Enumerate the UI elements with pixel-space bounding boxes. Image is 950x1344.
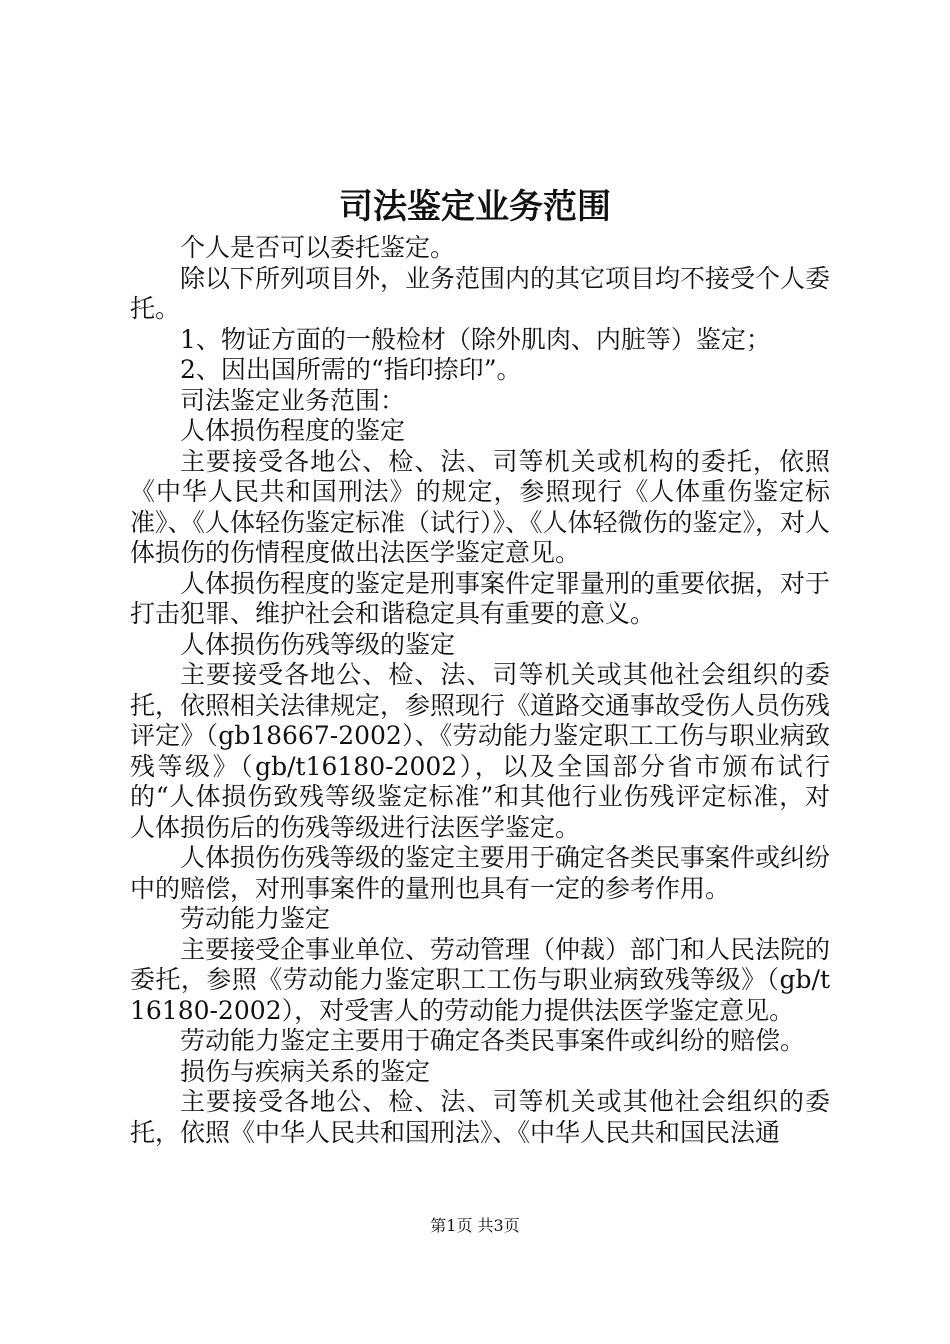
paragraph: 劳动能力鉴定主要用于确定各类民事案件或纠纷的赔偿。 xyxy=(180,1026,806,1055)
section-heading: 损伤与疾病关系的鉴定 xyxy=(180,1056,431,1086)
list-item: 1、物证方面的一般检材（除外肌肉、内脏等）鉴定； xyxy=(180,324,771,354)
paragraph: 主要接受各地公、检、法、司等机关或其他社会组织的委托，依照《中华人民共和国刑法》、《中华人民共和国民法通 xyxy=(130,1087,830,1147)
section-heading: 司法鉴定业务范围： xyxy=(180,385,406,415)
list-item: 2、因出国所需的“指印捺印”。 xyxy=(180,355,522,384)
paragraph: 人体损伤程度的鉴定是刑事案件定罪量刑的重要依据，对于打击犯罪、维护社会和谐稳定具有重要的意义。 xyxy=(130,568,831,628)
paragraph: 主要接受各地公、检、法、司等机关或其他社会组织的委托，依照相关法律规定，参照现行《道路交通事故受伤人员伤残评定》（gb18667-2002）、《劳动能力鉴定职工工伤与职业病致残等级》（gb/t16180-2002），以及全国部分省市颁布试行的“人体损伤致残等级鉴定标准”和其他行业伤残评定标准，对人体损伤后的伤残等级进行法医学鉴定。 xyxy=(130,660,831,842)
section-heading: 人体损伤程度的鉴定 xyxy=(180,416,406,445)
document-title: 司法鉴定业务范围 xyxy=(339,187,611,227)
paragraph: 除以下所列项目外，业务范围内的其它项目均不接受个人委托。 xyxy=(130,263,831,323)
section-heading: 人体损伤伤残等级的鉴定 xyxy=(180,629,456,659)
paragraph: 个人是否可以委托鉴定。 xyxy=(180,233,456,262)
paragraph: 主要接受企事业单位、劳动管理（仲裁）部门和人民法院的委托，参照《劳动能力鉴定职工工伤与职业病致残等级》（gb/t16180-2002），对受害人的劳动能力提供法医学鉴定意见。 xyxy=(130,934,831,1025)
paragraph: 人体损伤伤残等级的鉴定主要用于确定各类民事案件或纠纷中的赔偿，对刑事案件的量刑也具有一定的参考作用。 xyxy=(130,843,831,903)
paragraph: 主要接受各地公、检、法、司等机关或机构的委托，依照《中华人民共和国刑法》的规定，参照现行《人体重伤鉴定标准》、《人体轻伤鉴定标准（试行）》、《人体轻微伤的鉴定》，对人体损伤的伤情程度做出法医学鉴定意见。 xyxy=(130,446,831,567)
section-heading: 劳动能力鉴定 xyxy=(180,904,331,933)
document-body xyxy=(130,233,830,1148)
page-footer: 第1页 共3页 xyxy=(430,1216,520,1235)
